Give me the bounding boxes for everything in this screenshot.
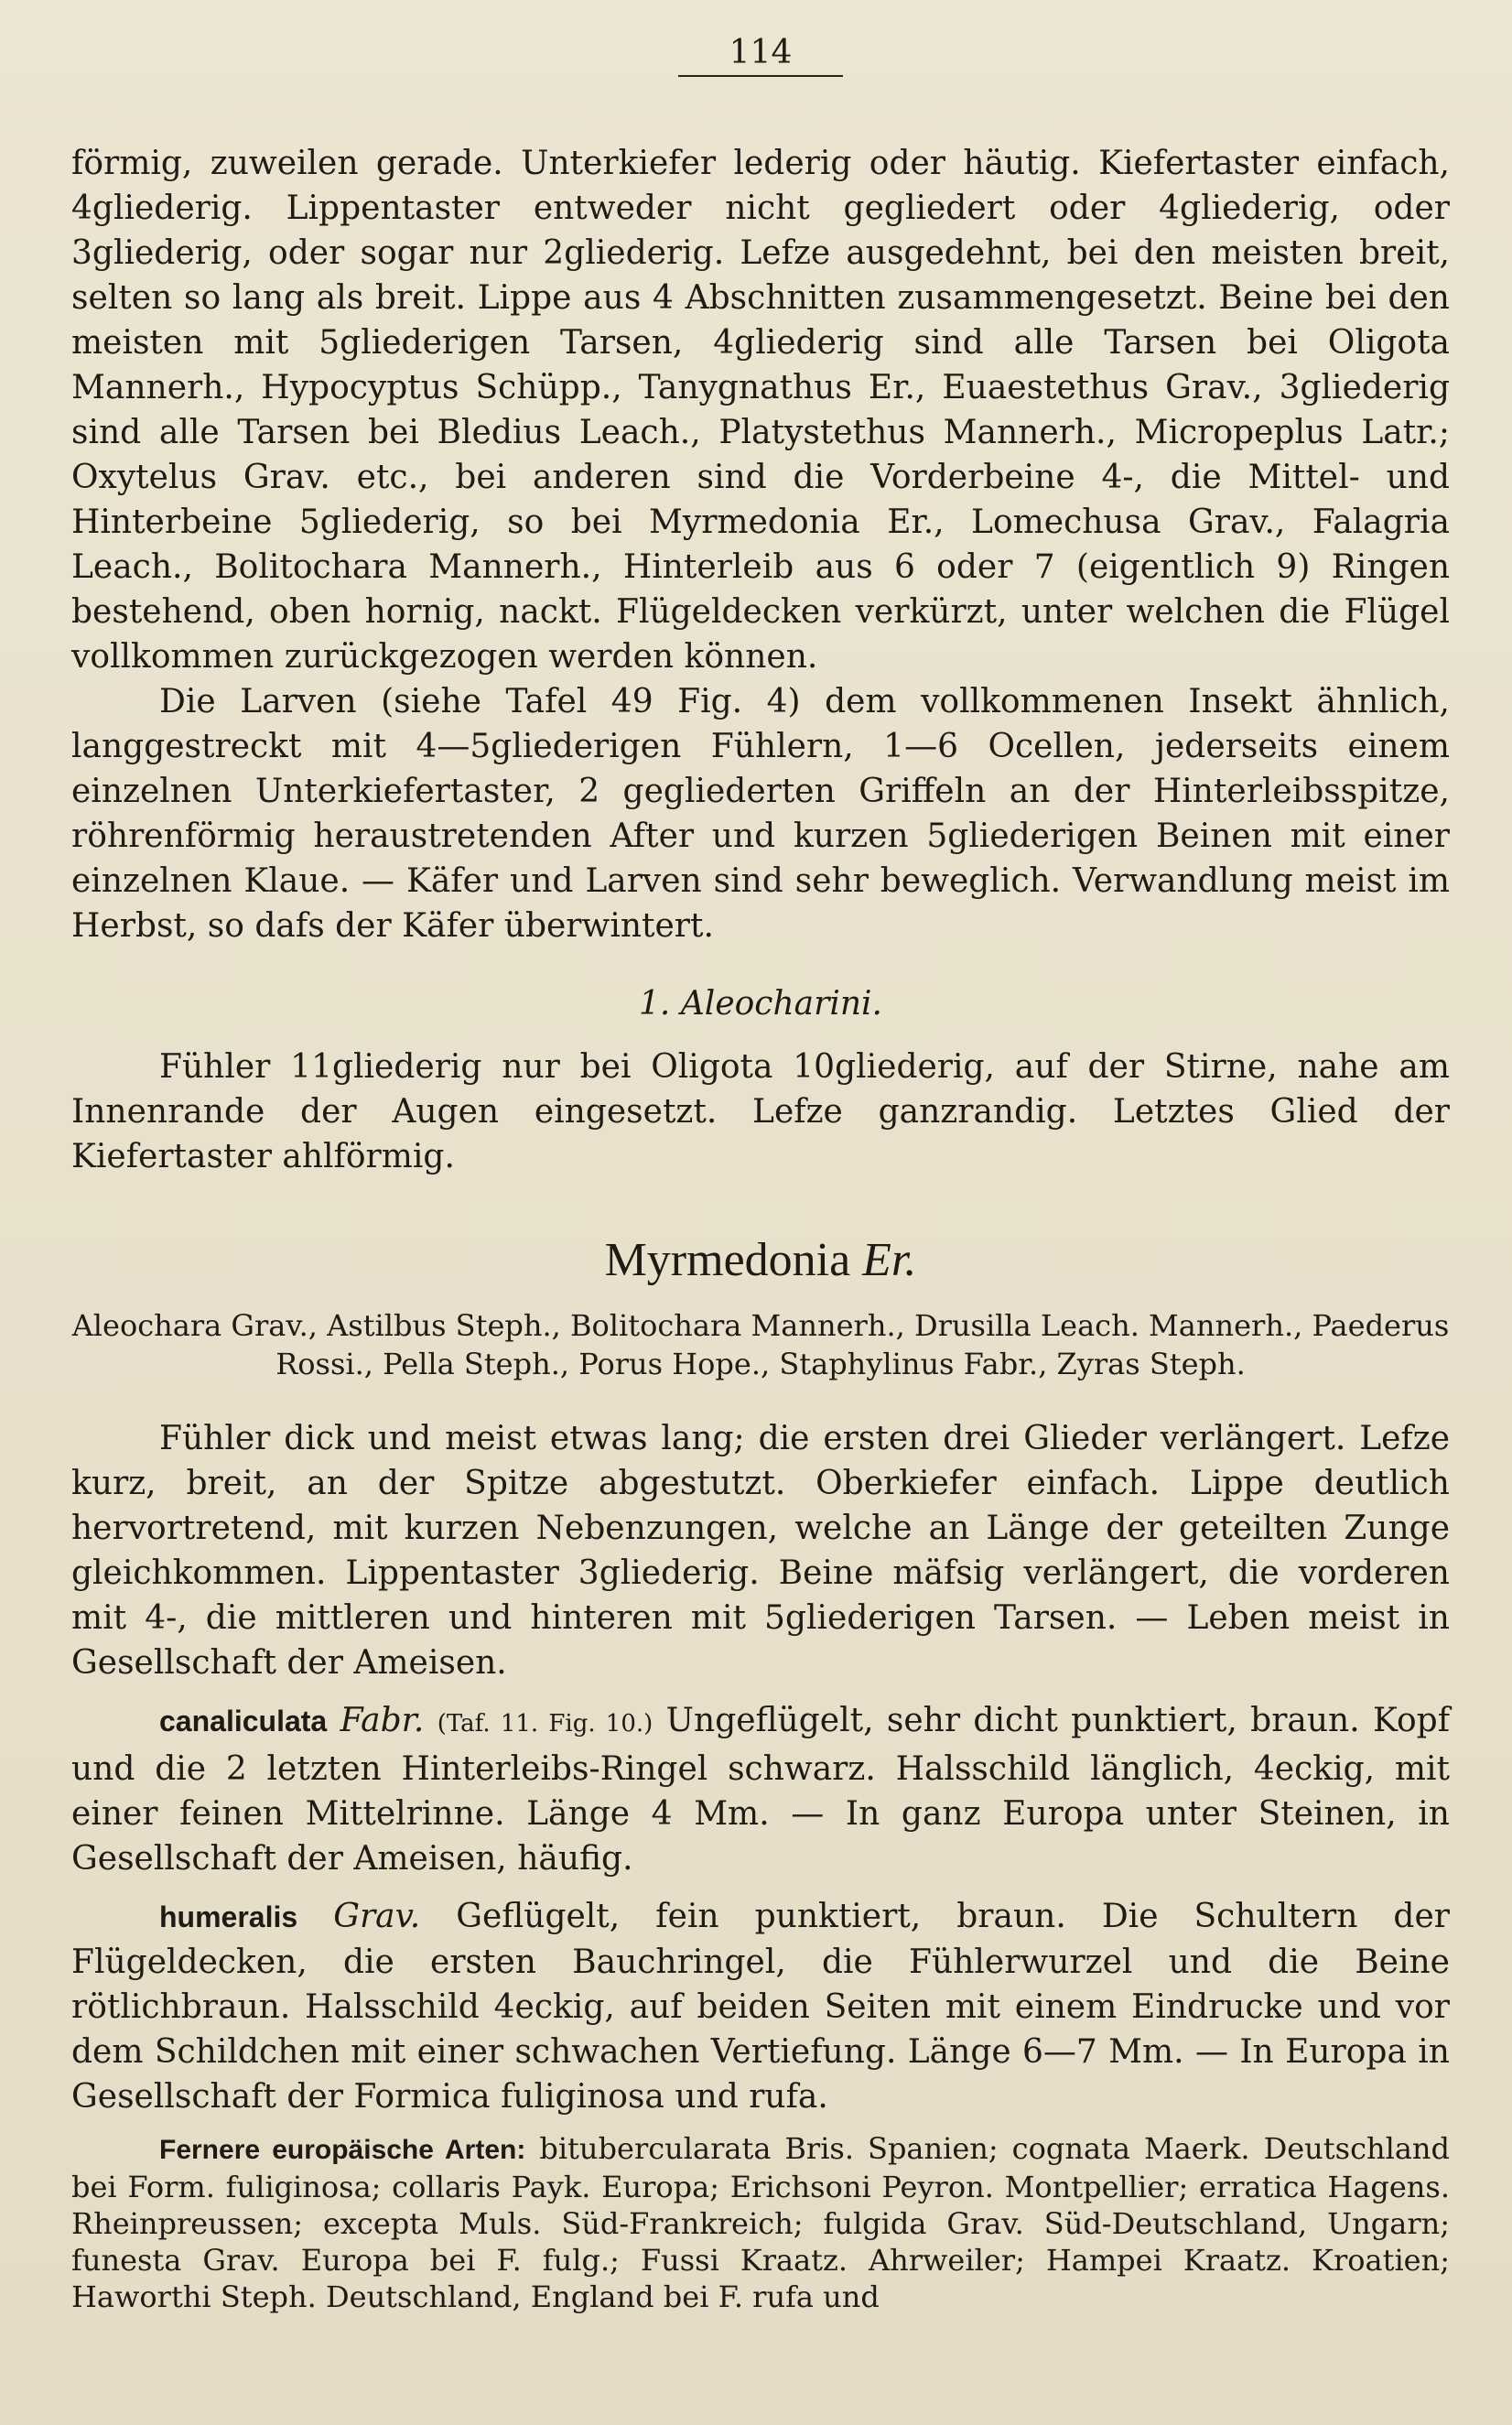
species-entry bbox=[71, 1894, 1450, 2119]
figure-reference: (Taf. 11. Fig. 10.) bbox=[437, 1710, 653, 1738]
species-name: canaliculata bbox=[159, 1705, 328, 1738]
species-entry bbox=[71, 1698, 1450, 1881]
genus-heading bbox=[71, 1234, 1450, 1286]
further-species-label: Fernere europäische Arten: bbox=[159, 2135, 526, 2166]
page-number: 114 bbox=[729, 34, 793, 71]
larvae-paragraph: Die Larven (siehe Tafel 49 Fig. 4) dem vollkommenen Insekt ähnlich, langgestreckt mit 4—5gliederigen Fühlern, 1—6 Ocellen, jederseits einem einzelnen Unterkiefertaster, 2 gegliederten Griffeln an der Hinterleibsspitze, röhrenförmig heraustretenden After und kurzen 5gliederigen Beinen mit einer einzelnen Klaue. — Käfer und Larven sind sehr beweglich. Verwandlung meist im Herbst, so dafs der Käfer überwintert. bbox=[71, 683, 1450, 945]
species-name: humeralis bbox=[159, 1900, 298, 1934]
section-title: 1. Aleocharini. bbox=[639, 985, 882, 1023]
genus-name: Myrmedonia bbox=[604, 1234, 851, 1286]
genus-author: Er. bbox=[862, 1234, 917, 1286]
species-author: Fabr. bbox=[340, 1702, 425, 1740]
section-paragraph: Fühler 11gliederig nur bei Oligota 10gliederig, auf der Stirne, nahe am Innenrande der Augen eingesetzt. Lefze ganzrandig. Letztes Glied der Kiefertaster ahlförmig. bbox=[71, 1048, 1450, 1175]
genus-synonyms: Aleochara Grav., Astilbus Steph., Bolitochara Mannerh., Drusilla Leach. Mannerh., Paederus Rossi., Pella Steph., Porus Hope., Staphylinus Fabr., Zyras Steph. bbox=[71, 1308, 1450, 1382]
genus-description: Fühler dick und meist etwas lang; die ersten drei Glieder verlängert. Lefze kurz, breit, an der Spitze abgestutzt. Oberkiefer einfach. Lippe deutlich hervortretend, mit kurzen Nebenzungen, welche an Länge der geteilten Zunge gleichkommen. Lippentaster 3gliederig. Beine mäfsig verlängert, die vorderen mit 4-, die mittleren und hinteren mit 5gliederigen Tarsen. — Leben meist in Gesellschaft der Ameisen. bbox=[71, 1420, 1450, 1683]
intro-paragraph: förmig, zuweilen gerade. Unterkiefer lederig oder häutig. Kiefertaster einfach, 4gliederig. Lippentaster entweder nicht gegliedert oder 4gliederig, oder 3gliederig, oder sogar nur 2gliederig. Lefze ausgedehnt, bei den meisten breit, selten so lang als breit. Lippe aus 4 Abschnitten zusammengesetzt. Beine bei den meisten mit 5gliederigen Tarsen, 4gliederig sind alle Tarsen bei Oligota Mannerh., Hypocyptus Schüpp., Tanygnathus Er., Euaestethus Grav., 3gliederig sind alle Tarsen bei Bledius Leach., Platystethus Mannerh., Micropeplus Latr.; Oxytelus Grav. etc., bei anderen sind die Vorderbeine 4-, die Mittel- und Hinterbeine 5gliederig, so bei Myrmedonia Er., Lomechusa Grav., Falagria Leach., Bolitochara Mannerh., Hinterleib aus 6 oder 7 (eigentlich 9) Ringen bestehend, oben hornig, nackt. Flügeldecken verkürzt, unter welchen die Flügel vollkommen zurückgezogen werden können. bbox=[71, 145, 1450, 676]
species-description: Geflügelt, fein punktiert, braun. Die Schultern der Flügeldecken, die ersten Bauchringel, die Fühlerwurzel und die Beine rötlichbraun. Halsschild 4eckig, auf beiden Seiten mit einem Eindrucke und vor dem Schildchen mit einer schwachen Vertiefung. Länge 6—7 Mm. — In Europa in Gesellschaft der Formica fuliginosa und rufa. bbox=[71, 1898, 1450, 2116]
species-author: Grav. bbox=[333, 1898, 421, 1936]
header-rule bbox=[678, 75, 843, 77]
further-species-list: bitubercularata Bris. Spanien; cognata Maerk. Deutschland bei Form. fuliginosa; collaris Payk. Europa; Erichsoni Peyron. Montpellier; erratica Hagens. Rheinpreussen; excepta Muls. Süd-Frankreich; fulgida Grav. Süd-Deutschland, Ungarn; funesta Grav. Europa bei F. fulg.; Fussi Kraatz. Ahrweiler; Hampei Kraatz. Kroatien; Haworthi Steph. Deutschland, England bei F. rufa und bbox=[71, 2131, 1451, 2315]
further-species-paragraph bbox=[71, 2130, 1450, 2315]
species-description: Ungeflügelt, sehr dicht punktiert, braun. Kopf und die 2 letzten Hinterleibs-Ringel schwarz. Halsschild länglich, 4eckig, mit einer feinen Mittelrinne. Länge 4 Mm. — In ganz Europa unter Steinen, in Gesellschaft der Ameisen, häufig. bbox=[71, 1702, 1451, 1878]
